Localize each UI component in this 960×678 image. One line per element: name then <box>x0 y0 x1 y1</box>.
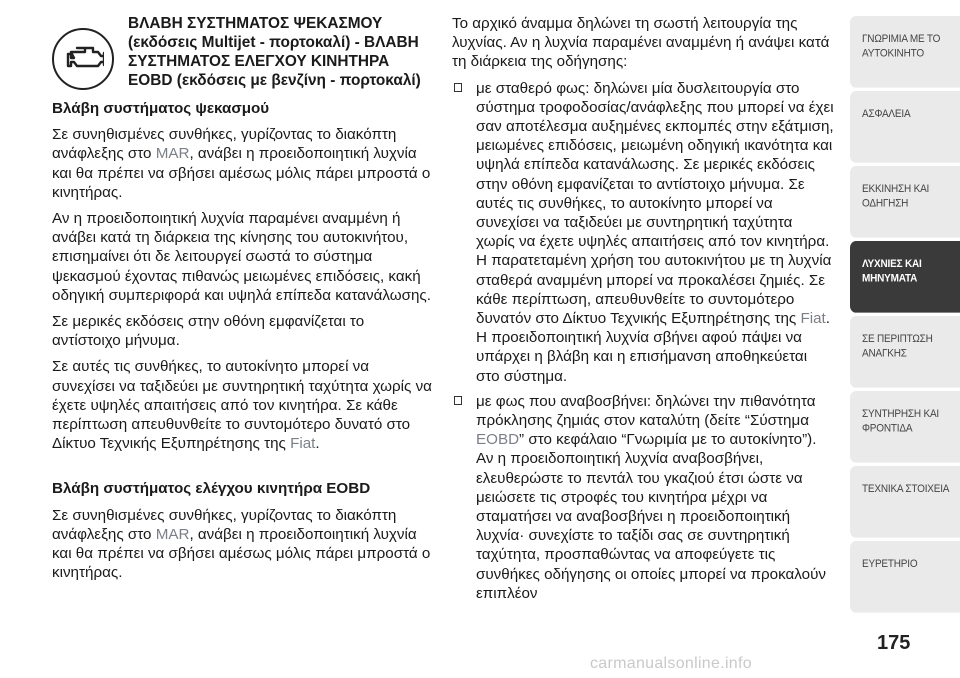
tab-technical-data[interactable]: ΤΕΧΝΙΚΑ ΣΤΟΙΧΕΙΑ <box>850 466 960 538</box>
engine-icon-graphic <box>62 44 104 74</box>
tab-emergency[interactable]: ΣΕ ΠΕΡΙΠΤΩΣΗ ΑΝΑΓΚΗΣ <box>850 316 960 388</box>
mar-label: MAR <box>155 525 190 543</box>
left-column <box>52 14 432 589</box>
tab-safety[interactable]: ΑΣΦΑΛΕΙΑ <box>850 91 960 163</box>
page-number: 175 <box>877 632 911 654</box>
engine-check-icon <box>52 28 114 90</box>
mar-label: MAR <box>155 145 190 163</box>
eobd-failure-heading: Βλάβη συστήματος ελέγχου κινητήρα EOBD <box>52 480 371 498</box>
eobd-label: EOBD <box>476 431 520 449</box>
tab-warning-lights[interactable]: ΛΥΧΝΙΕΣ ΚΑΙ ΜΗΝΥΜΑΤΑ <box>850 241 960 313</box>
tab-know-the-car[interactable]: ΓΝΩΡΙΜΙΑ ΜΕ ΤΟ ΑΥΤΟΚΙΝΗΤΟ <box>850 16 960 88</box>
watermark: carmanualsonline.info <box>590 655 752 672</box>
square-bullet-icon <box>454 83 462 92</box>
paragraph-3: Σε μερικές εκδόσεις στην οθόνη εμφανίζεται το αντίστοιχο μήνυμα. <box>52 313 365 350</box>
bullet-list <box>452 79 834 603</box>
tab-starting-driving[interactable]: ΕΚΚΙΝΗΣΗ ΚΑΙ ΟΔΗΓΗΣΗ <box>850 166 960 238</box>
section-header <box>52 14 432 90</box>
list-item: με σταθερό φως: δηλώνει μία δυσλειτουργία στο σύστημα τροφοδοσίας/ανάφλεξης που μπορεί να έχει σαν αποτέλεσμα αυξημένες εκπομπές στην εξάτμιση, μειωμένες επιδόσεις, μειωμένη οδηγική ικανότητα και υψηλά επίπεδα κατανάλωσης. Σε μερικές εκδόσεις στην οθόνη εμφανίζεται το αντίστοιχο μήνυμα. Σε αυτές τις συνθήκες, το αυτοκίνητο μπορεί να συνεχίσει να ταξιδεύει με συντηρητική ταχύτητα χωρίς να έχετε υψηλές απαιτήσεις από τον κινητήρα. Η παρατεταμένη χρήση του αυτοκινήτου με τη λυχνία σταθερά αναμμένη μπορεί να προκαλέσει ζημιές. Σε κάθε περίπτωση, απευθυνθείτε το συντομότερο δυνατόν στο Δίκτυο Τεχνικής Εξυπηρέτησης της Fiat. Η προειδοποιητική λυχνία σβήνει αφού πάψει να υπάρχει η βλάβη και η επισήμανση αποθηκεύεται στο σύστημα. <box>452 79 834 386</box>
fiat-label: Fiat <box>290 435 316 453</box>
section-title: ΒΛΑΒΗ ΣΥΣΤΗΜΑΤΟΣ ΨΕΚΑΣΜΟΥ (εκδόσεις Multijet - πορτοκαλί) - ΒΛΑΒΗ ΣΥΣΤΗΜΑΤΟΣ ΕΛΕΓΧΟΥ ΚΙΝΗΤΗΡΑ EOBD (εκδόσεις με βενζίνη - πορτοκαλί) <box>128 15 421 89</box>
injection-failure-heading: Βλάβη συστήματος ψεκασμού <box>52 100 270 117</box>
chapter-tabs <box>850 16 960 616</box>
list-item: με φως που αναβοσβήνει: δηλώνει την πιθανότητα πρόκλησης ζημιάς στον καταλύτη (δείτε “Σύστημα EOBD” στο κεφάλαιο “Γνωριμία με το αυτοκίνητο”). Αν η προειδοποιητική λυχνία αναβοσβήνει, ελευθερώστε το πεντάλ του γκαζιού έτσι ώστε να μειώσετε τις στροφές του κινητήρα μέχρι να σταματήσει να αναβοσβήνει η προειδοποιητική λυχνία· συνεχίστε το ταξίδι σας σε συντηρητική ταχύτητα, προσπαθώντας να αποφεύγετε τις συνθήκες οδήγησης οι οποίες μπορεί να προκαλούν επιπλέον <box>452 392 834 603</box>
fiat-label: Fiat <box>800 310 826 328</box>
right-column <box>452 14 834 609</box>
paragraph-1: Σε συνηθισμένες συνθήκες, γυρίζοντας το διακόπτη ανάφλεξης στο MAR, ανάβει η προειδοποιητική λυχνία και θα πρέπει να σβήσει αμέσως μόλις πάρει μπροστά ο κινητήρας. <box>52 126 431 201</box>
square-bullet-icon <box>454 396 462 405</box>
intro-paragraph: Το αρχικό άναμμα δηλώνει τη σωστή λειτουργία της λυχνίας. Αν η λυχνία παραμένει αναμμένη ή ανάψει κατά τη διάρκεια της οδήγησης: <box>452 15 830 71</box>
paragraph-4: Σε αυτές τις συνθήκες, το αυτοκίνητο μπορεί να συνεχίσει να ταξιδεύει με συντηρητική ταχύτητα χωρίς να έχετε υψηλές απαιτήσεις από τον κινητήρα. Σε κάθε περίπτωση απευθυνθείτε το συντομότερο δυνατό στο Δίκτυο Τεχνικής Εξυπηρέτησης της Fiat. <box>52 358 432 453</box>
paragraph-2: Αν η προειδοποιητική λυχνία παραμένει αναμμένη ή ανάβει κατά τη διάρκεια της κίνησης του αυτοκινήτου, επισημαίνει ότι δε λειτουργεί σωστά το σύστημα ψεκασμού έχοντας πιθανώς μειωμένες επιδόσεις, κακή οδηγική συμπεριφορά και υψηλά επίπεδα κατανάλωσης. <box>52 210 431 304</box>
paragraph-5: Σε συνηθισμένες συνθήκες, γυρίζοντας το διακόπτη ανάφλεξης στο MAR, ανάβει η προειδοποιητική λυχνία και θα πρέπει να σβήσει αμέσως μόλις πάρει μπροστά ο κινητήρας. <box>52 506 431 582</box>
tab-maintenance[interactable]: ΣΥΝΤΗΡΗΣΗ ΚΑΙ ΦΡΟΝΤΙΔΑ <box>850 391 960 463</box>
tab-index[interactable]: ΕΥΡΕΤΗΡΙΟ <box>850 541 960 613</box>
